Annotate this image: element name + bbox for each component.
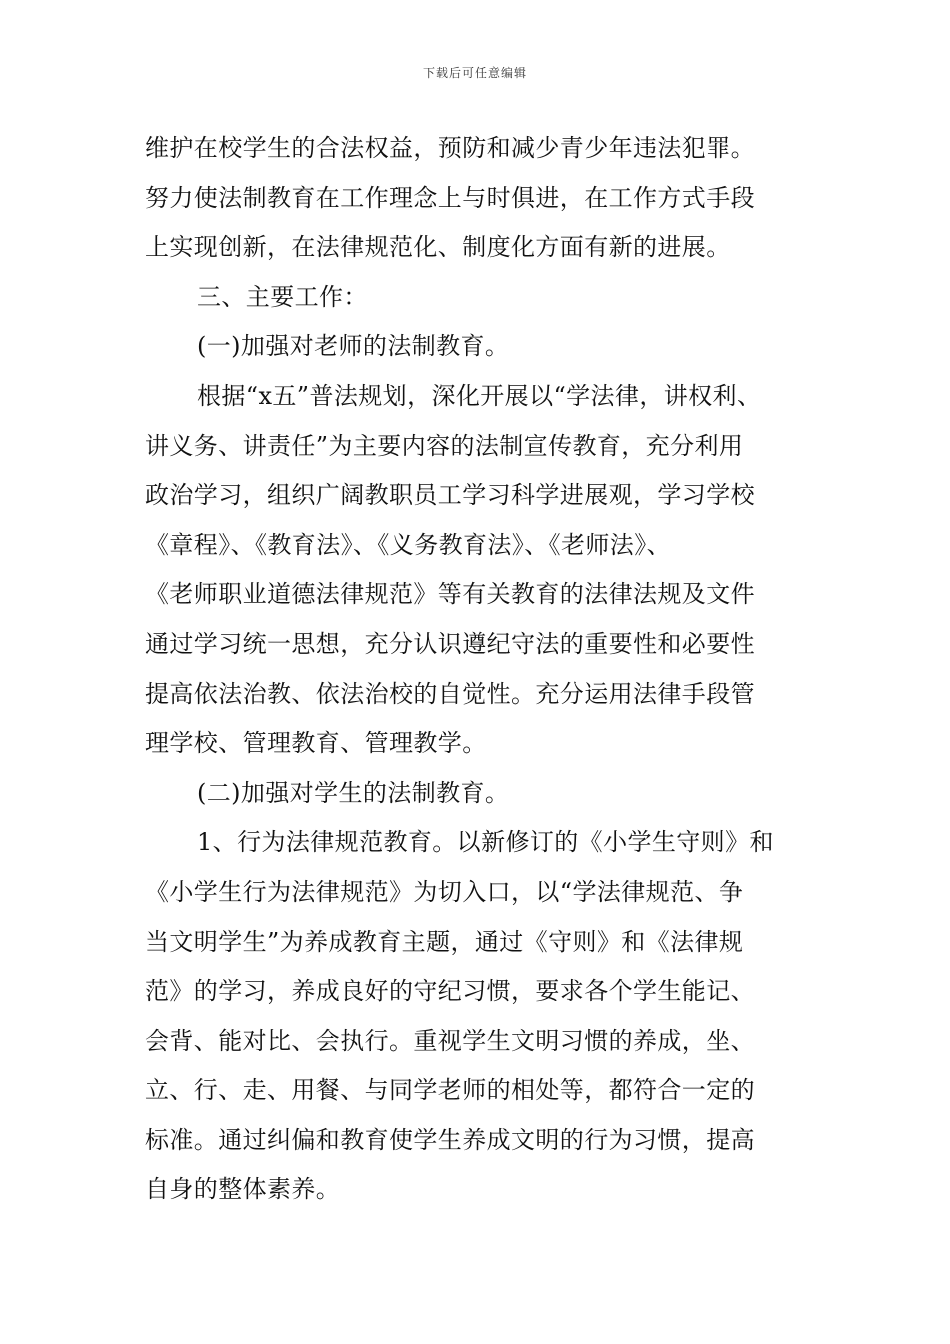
- text-line: 范》的学习，养成良好的守纪习惯，要求各个学生能记、: [145, 977, 755, 1006]
- text-line: 努力使法制教育在工作理念上与时俱进，在工作方式手段: [145, 183, 755, 212]
- text-line: 当文明学生”为养成教育主题，通过《守则》和《法律规: [145, 927, 744, 956]
- subsection-heading: (一)加强对老师的法制教育。: [197, 332, 510, 361]
- text-line: 《章程》、《教育法》、《义务教育法》、《老师法》、: [145, 530, 671, 559]
- text-line: 通过学习统一思想，充分认识遵纪守法的重要性和必要性: [145, 629, 755, 658]
- text-line: 标准。通过纠偏和教育使学生养成文明的行为习惯，提高: [145, 1125, 755, 1154]
- text-line: 自身的整体素养。: [145, 1175, 341, 1204]
- text-line: 理学校、管理教育、管理教学。: [145, 729, 487, 758]
- body-text: [145, 124, 815, 1215]
- text-line: 《老师职业道德法律规范》等有关教育的法律法规及文件: [145, 580, 755, 609]
- text-line: 《小学生行为法律规范》为切入口，以“学法律规范、争: [145, 877, 744, 906]
- text-line: 立、行、走、用餐、与同学老师的相处等，都符合一定的: [145, 1076, 755, 1105]
- text-line: 政治学习，组织广阔教职员工学习科学进展观，学习学校: [145, 481, 755, 510]
- header-note: 下载后可任意编辑: [422, 66, 527, 80]
- text-line: 讲义务、讲责任”为主要内容的法制宣传教育，充分利用: [145, 431, 744, 460]
- text-line: 上实现创新，在法律规范化、制度化方面有新的进展。: [145, 233, 731, 262]
- text-line: 1、行为法律规范教育。以新修订的《小学生守则》和: [197, 828, 774, 857]
- text-line: 会背、能对比、会执行。重视学生文明习惯的养成，坐、: [145, 1026, 755, 1055]
- subsection-heading: (二)加强对学生的法制教育。: [197, 778, 510, 807]
- text-line: 根据“x五”普法规划，深化开展以“学法律，讲权利、: [197, 381, 762, 410]
- section-heading: 三、主要工作：: [197, 282, 368, 311]
- text-line: 提高依法治教、依法治校的自觉性。充分运用法律手段管: [145, 679, 755, 708]
- text-line: 维护在校学生的合法权益，预防和减少青少年违法犯罪。: [145, 134, 755, 162]
